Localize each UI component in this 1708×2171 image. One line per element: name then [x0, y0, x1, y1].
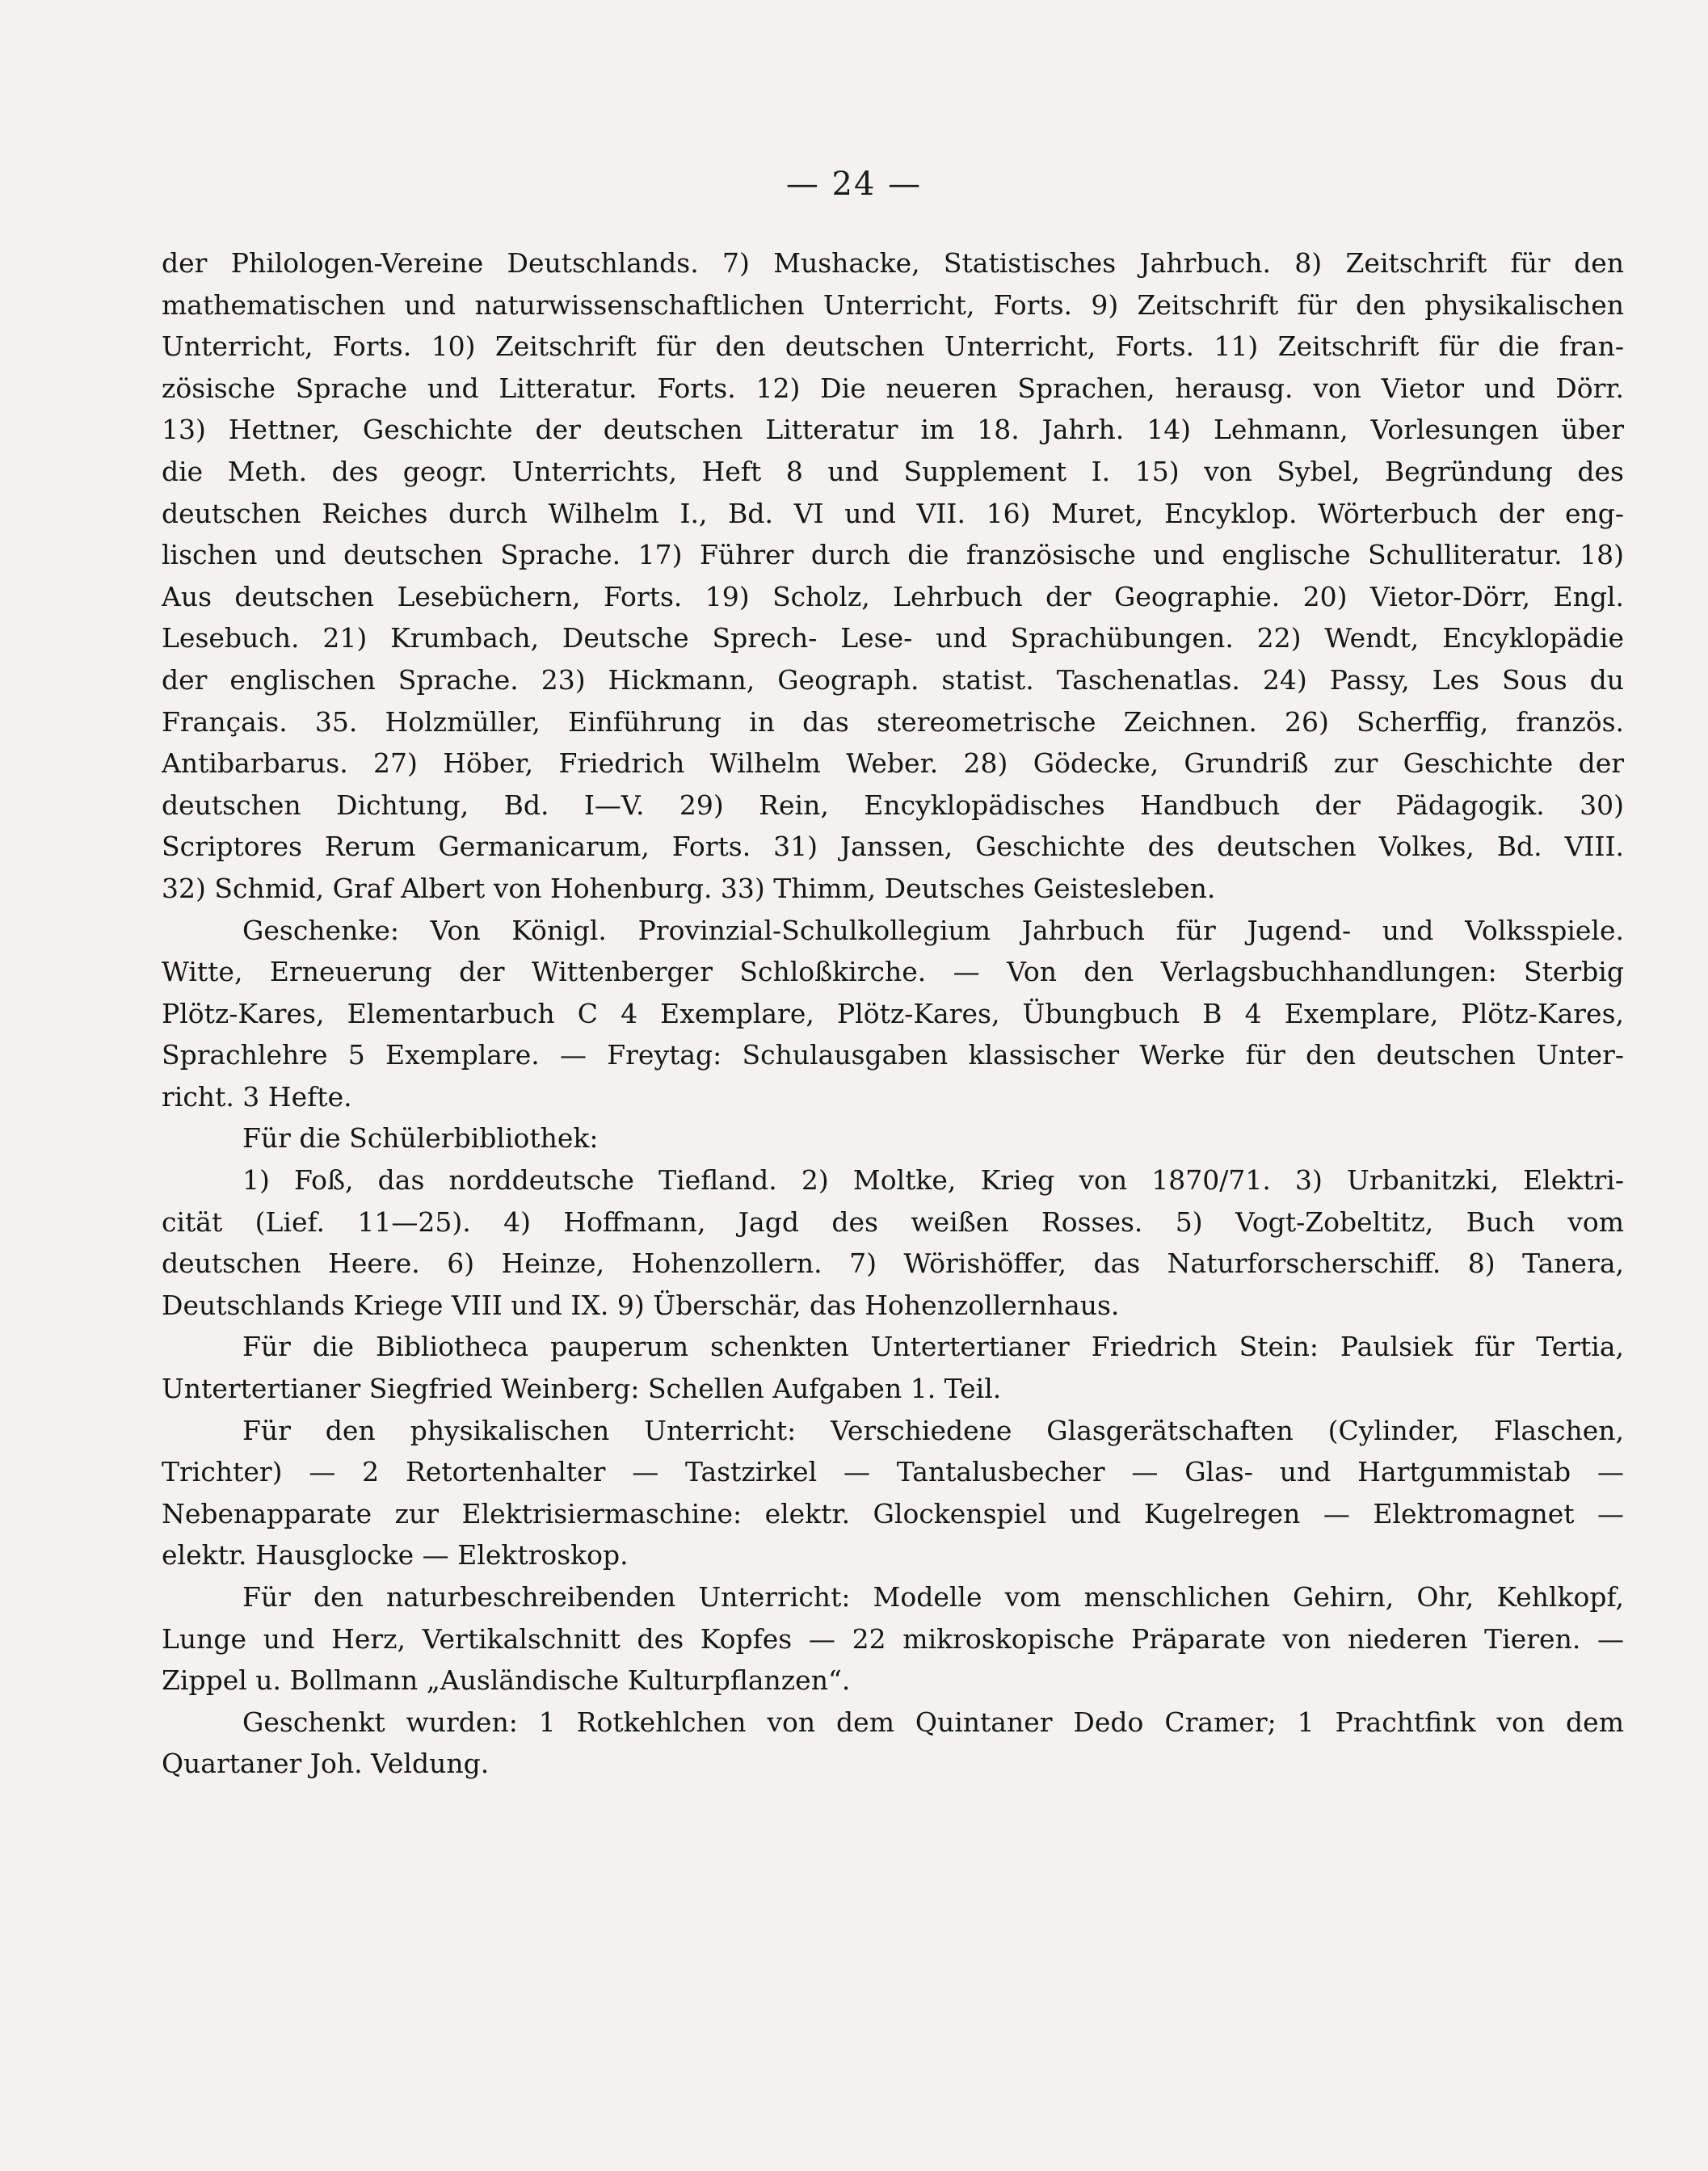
text-line-indented: Für den naturbeschreibenden Unterricht: Modelle vom menschlichen Gehirn, Ohr, Kehlkopf, [242, 1581, 1624, 1613]
text-line: Zippel u. Bollmann „Ausländische Kulturpflanzen“. [162, 1664, 851, 1697]
text-line-indented: Geschenke: Von Königl. Provinzial-Schulkollegium Jahrbuch für Jugend- und Volksspiele. [242, 914, 1624, 946]
text-line: elektr. Hausglocke — Elektroskop. [162, 1539, 629, 1571]
text-line: Lunge und Herz, Vertikalschnitt des Kopfes — 22 mikroskopische Präparate von niederen Tieren. — [162, 1622, 1624, 1655]
text-line: 32) Schmid, Graf Albert von Hohenburg. 33) Thimm, Deutsches Geistesleben. [162, 872, 1216, 904]
text-line-indented: Geschenkt wurden: 1 Rotkehlchen von dem Quintaner Dedo Cramer; 1 Prachtfink von dem [242, 1706, 1624, 1738]
text-line: richt. 3 Hefte. [162, 1080, 352, 1113]
text-line: Nebenapparate zur Elektrisiermaschine: elektr. Glockenspiel und Kugelregen — Elektromagnet — [162, 1497, 1624, 1529]
text-line: Witte, Erneuerung der Wittenberger Schloßkirche. — Von den Verlagsbuchhandlungen: Sterbig [162, 956, 1624, 988]
text-line: die Meth. des geogr. Unterrichts, Heft 8 und Supplement I. 15) von Sybel, Begründung des [162, 455, 1624, 487]
text-line: Unterricht, Forts. 10) Zeitschrift für den deutschen Unterricht, Forts. 11) Zeitschrift für die fran- [162, 330, 1624, 363]
text-line: Untertertianer Siegfried Weinberg: Schellen Aufgaben 1. Teil. [162, 1373, 1002, 1405]
page-number: — 24 — [785, 166, 923, 203]
text-line: Sprachlehre 5 Exemplare. — Freytag: Schulausgaben klassischer Werke für den deutschen Unter- [162, 1039, 1624, 1071]
text-line: der Philologen-Vereine Deutschlands. 7) Mushacke, Statistisches Jahrbuch. 8) Zeitschrift für den [162, 247, 1624, 279]
text-line: Antibarbarus. 27) Höber, Friedrich Wilhelm Weber. 28) Gödecke, Grundriß zur Geschichte der [162, 747, 1624, 780]
text-line: Lesebuch. 21) Krumbach, Deutsche Sprech- Lese- und Sprachübungen. 22) Wendt, Encyklopädie [162, 622, 1624, 654]
text-line-indented: Für den physikalischen Unterricht: Verschiedene Glasgerätschaften (Cylinder, Flaschen, [242, 1414, 1624, 1446]
text-line: Français. 35. Holzmüller, Einführung in das stereometrische Zeichnen. 26) Scherffig, französ. [162, 705, 1624, 738]
text-line-indented: Für die Bibliotheca pauperum schenkten Untertertianer Friedrich Stein: Paulsiek für Tertia, [242, 1331, 1624, 1363]
text-line: Trichter) — 2 Retortenhalter — Tastzirkel — Tantalusbecher — Glas- und Hartgummistab — [162, 1456, 1624, 1488]
text-line: Scriptores Rerum Germanicarum, Forts. 31) Janssen, Geschichte des deutschen Volkes, Bd. VIII. [162, 831, 1624, 863]
text-line: Quartaner Joh. Veldung. [162, 1748, 490, 1780]
text-line: der englischen Sprache. 23) Hickmann, Geograph. statist. Taschenatlas. 24) Passy, Les Sous du [162, 663, 1624, 696]
text-line: Deutschlands Kriege VIII und IX. 9) Überschär, das Hohenzollernhaus. [162, 1289, 1120, 1321]
text-line: zösische Sprache und Litteratur. Forts. 12) Die neueren Sprachen, herausg. von Vietor und Dörr. [162, 372, 1624, 404]
text-line-indented: 1) Foß, das norddeutsche Tiefland. 2) Moltke, Krieg von 1870/71. 3) Urbanitzki, Elektri- [242, 1164, 1624, 1197]
text-line: 13) Hettner, Geschichte der deutschen Litteratur im 18. Jahrh. 14) Lehmann, Vorlesungen über [162, 414, 1624, 446]
body-text [162, 242, 1624, 1785]
text-line: deutschen Heere. 6) Heinze, Hohenzollern. 7) Wörishöffer, das Naturforscherschiff. 8) Tanera, [162, 1247, 1624, 1280]
text-line: deutschen Dichtung, Bd. I—V. 29) Rein, Encyklopädisches Handbuch der Pädagogik. 30) [162, 789, 1624, 821]
text-line: cität (Lief. 11—25). 4) Hoffmann, Jagd des weißen Rosses. 5) Vogt-Zobeltitz, Buch vom [162, 1205, 1624, 1238]
text-line: lischen und deutschen Sprache. 17) Führer durch die französische und englische Schulliteratur. 18) [162, 539, 1624, 571]
text-line: deutschen Reiches durch Wilhelm I., Bd. VI und VII. 16) Muret, Encyklop. Wörterbuch der eng- [162, 497, 1624, 529]
text-line: Plötz-Kares, Elementarbuch C 4 Exemplare, Plötz-Kares, Übungbuch B 4 Exemplare, Plötz-Kares, [162, 997, 1624, 1029]
text-line: Aus deutschen Lesebüchern, Forts. 19) Scholz, Lehrbuch der Geographie. 20) Vietor-Dörr, Engl. [162, 580, 1624, 612]
text-line: mathematischen und naturwissenschaftlichen Unterricht, Forts. 9) Zeitschrift für den physikalischen [162, 288, 1624, 321]
section-heading: Für die Schülerbibliothek: [242, 1122, 599, 1155]
